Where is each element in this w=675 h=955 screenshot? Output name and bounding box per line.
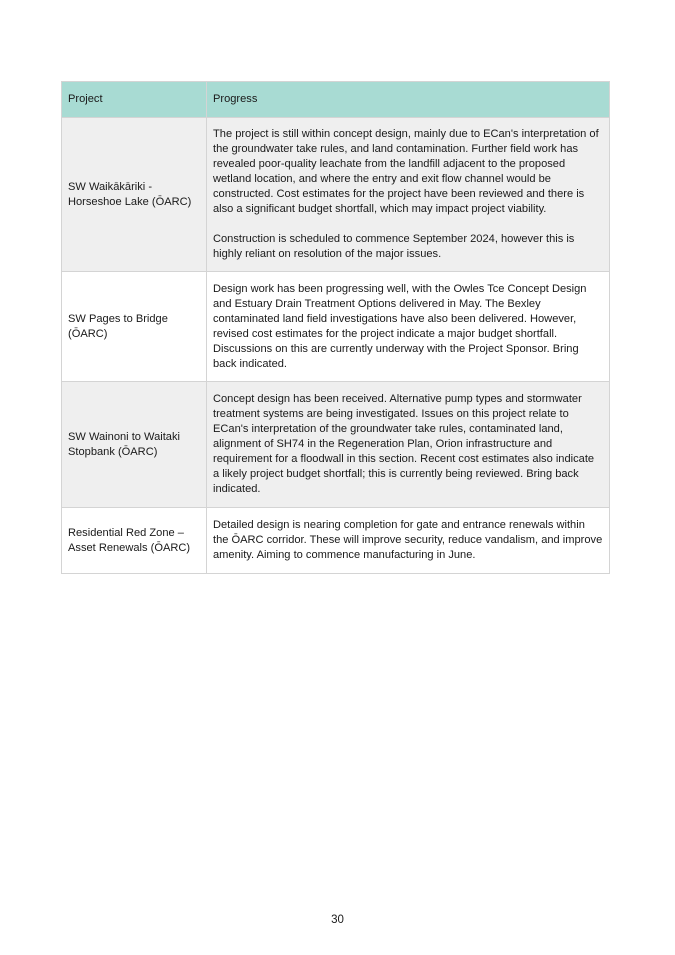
- progress-paragraph: Construction is scheduled to commence September 2024, however this is highly reliant on resolution of the major issues.: [213, 233, 575, 260]
- project-name: Residential Red Zone – Asset Renewals (ŌARC): [62, 508, 207, 574]
- header-progress: Progress: [207, 82, 610, 118]
- progress-paragraph: Concept design has been received. Alternative pump types and stormwater treatment systems are being investigated. Issues on this project relate to ECan's interpretation of the groundwater take rules, contaminated land, alignment of SH74 in the Regeneration Plan, Orion infrastructure and requirement for a floodwall in this section. Recent cost estimates also indicate a likely project budget shortfall; this is currently being reviewed. Bring back indicated.: [213, 393, 595, 495]
- progress-cell: [207, 382, 610, 508]
- table-row: [62, 508, 610, 574]
- progress-cell: [207, 508, 610, 574]
- table-header-row: [62, 82, 610, 118]
- project-progress-table: [61, 81, 610, 574]
- progress-paragraph: Detailed design is nearing completion for gate and entrance renewals within the ŌARC corridor. These will improve security, reduce vandalism, and improve amenity. Aiming to commence manufacturing in June.: [213, 519, 603, 561]
- table-row: [62, 382, 610, 508]
- progress-paragraph: Design work has been progressing well, with the Owles Tce Concept Design and Estuary Drain Treatment Options delivered in May. The Bexley contaminated land field investigations have also been delivered. However, revised cost estimates for the project indicate a major budget shortfall. Discussions on this are currently underway with the Project Sponsor. Bring back indicated.: [213, 282, 587, 370]
- project-name: SW Wainoni to Waitaki Stopbank (ŌARC): [62, 382, 207, 508]
- table-row: [62, 118, 610, 272]
- progress-paragraph: The project is still within concept design, mainly due to ECan's interpretation of the groundwater take rules, and land contamination. Further field work has revealed poor-quality leachate from the landfill adjacent to the proposed wetland location, and where the entry and exit flow channel would be constructed. Cost estimates for the project have been reviewed and there is also a significant budget shortfall, which may impact project viability.: [213, 128, 599, 215]
- header-project: Project: [62, 82, 207, 118]
- project-name: SW Waikākāriki - Horseshoe Lake (ŌARC): [62, 118, 207, 272]
- project-name: SW Pages to Bridge (ŌARC): [62, 272, 207, 382]
- progress-cell: [207, 272, 610, 382]
- table-row: [62, 272, 610, 382]
- progress-cell: [207, 118, 610, 272]
- page-number: 30: [331, 914, 344, 926]
